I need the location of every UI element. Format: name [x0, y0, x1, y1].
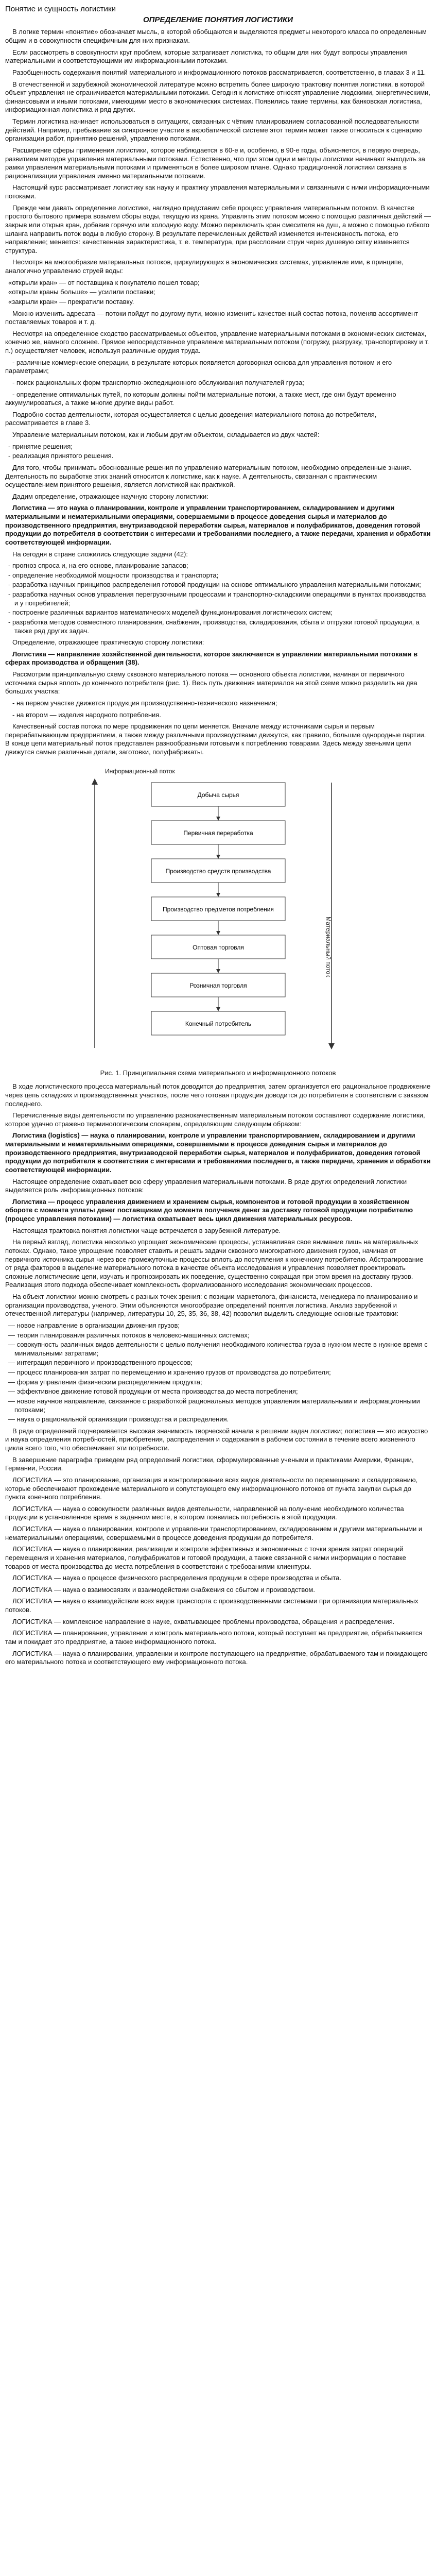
flow-diagram-svg	[74, 762, 362, 1066]
definition-paragraph: ЛОГИСТИКА — это планирование, организация и контролирование всех видов деятельности по перемещению и складированию, которые обеспечивают прохождение материального и сопутствующего ему информационного потоков от пункта закупки сырья до пункта конечного потребления.	[5, 1476, 418, 1501]
list-item: - прогноз спроса и, на его основе, планирование запасов;	[8, 562, 188, 570]
flow-node	[151, 783, 285, 806]
paragraph: На сегодня в стране сложились следующие задачи (42):	[12, 550, 188, 558]
paragraph: - поиск рациональных форм транспортно-экспедиционного обслуживания получателей груза;	[12, 378, 304, 386]
definition-paragraph: ЛОГИСТИКА — комплексное направление в науке, охватывающее проблемы производства, обращения и распределения.	[12, 1617, 395, 1625]
svg-text:Добыча сырья: Добыча сырья	[197, 791, 239, 799]
paragraph: В ходе логистического процесса материальный поток доводится до предприятия, затем организуется его рациональное продвижение через цепь складских и производственных участков, после чего готовая продукция доводится до потребителя в соответствии с заказом последнего.	[5, 1082, 431, 1108]
flow-node	[151, 859, 285, 883]
figure-caption: Рис. 1. Принципиальная схема материального и информационного потоков	[100, 1069, 336, 1077]
paragraph: Можно изменить адресата — потоки пойдут по другому пути, можно изменить качественный состав потока, поменяв ассортимент поставляемых товаров и т. д.	[5, 309, 418, 326]
list-item: — форма управления физическим распределением продукта;	[8, 1378, 202, 1386]
paragraph: В логике термин «понятие» обозначает мысль, в которой обобщаются и выделяются предметы некоторого класса по определенным общим и в совокупности специфичным для них признакам.	[5, 28, 427, 44]
list-item: — новое направление в организации движения грузов;	[8, 1321, 180, 1329]
paragraph: Несмотря на многообразие материальных потоков, циркулирующих в экономических системах, управление ими, в принципе, аналогично управлению струей воды:	[5, 258, 404, 275]
flow-node	[151, 1011, 285, 1035]
definition-paragraph: Логистика — это наука о планировании, контроле и управлении транспортированием, складированием и другими материальными и нематериальными операциями, совершаемыми в процессе доведения сырья и материалов до производственного предприятия, внутризаводской переработки сырья, материалов и полуфабрикатов, доведения готовой продукции до потребителя в соответствии с интересами и требованиями последнего, а также передачи, хранения и обработки соответствующей информации.	[5, 504, 431, 546]
list-item: — теория планирования различных потоков в человеко-машинных системах;	[8, 1331, 250, 1339]
paragraph: На объект логистики можно смотреть с разных точек зрения: с позиции маркетолога, финансиста, менеджера по планированию и организации производства, ученого. Этим объясняются многообразие определений понятия логистика. Анализ зарубежной и отечественной литературы (например, литературы 10, 25, 35, 36, 38, 42) позволил выделить следующие основные трактовки:	[5, 1293, 418, 1318]
list-item: — совокупность различных видов деятельности с целью получения необходимого количества груза в нужном месте в нужное время с минимальными затратами;	[8, 1341, 428, 1357]
paragraph: - на втором — изделия народного потребления.	[12, 710, 161, 719]
paragraph: В ряде определений подчеркивается высокая значимость творческой начала в решении задач логистики; логистика — это искусство и наука определения потребностей, приобретения, распределения и содержания в рабочем состоянии в течение всего жизненного цикла всего того, что обеспечивает эти потребности.	[5, 1427, 428, 1452]
list-item: - построение различных вариантов математических моделей функционирования логистических систем;	[8, 608, 333, 617]
list	[5, 279, 431, 307]
list-item: «открыли краны больше» — усилили поставки;	[8, 288, 155, 296]
list-item: — новое научное направление, связанное с разработкой рациональных методов управления материальными и информационными потоками;	[8, 1397, 420, 1414]
flow-diagram	[74, 762, 362, 1066]
page-title: ОПРЕДЕЛЕНИЕ ПОНЯТИЯ ЛОГИСТИКИ	[143, 15, 293, 25]
paragraph: Подробно состав деятельности, которая осуществляется с целью доведения материального потока до потребителя, рассматривается в главе 3.	[5, 410, 377, 427]
svg-text:Производство предметов потребл: Производство предметов потребления	[162, 905, 274, 913]
list-item: - разработка научных принципов распределения готовой продукции на основе оптимального управления материальными потоками;	[8, 581, 421, 589]
list-item: - принятие решения;	[8, 442, 73, 450]
flow-node	[151, 897, 285, 921]
paragraph: Разобщенность содержания понятий материального и информационного потоков рассматривается, соответственно, в главах 3 и 11.	[12, 68, 426, 76]
paragraph: Расширение сферы применения логистики, которое наблюдается в 60-е и, особенно, в 90-е годы, объясняется, в первую очередь, развитием методов управления материальными потоками. Естественно, что при этом одни и методы логистики начинают выходить за рамки управления материальными потоками и применяться в более широком плане. Однако традиционной логистики связана в рационализации управления именно материальными потоками.	[5, 146, 425, 180]
flow-node	[151, 935, 285, 959]
paragraph: Дадим определение, отражающее научную сторону логистики:	[12, 492, 208, 500]
definition-paragraph: Логистика — направление хозяйственной деятельности, которое заключается в управлении материальными потоками в сферах производства и обращения (38).	[5, 650, 418, 667]
list-item: - разработка научных основ управления перегрузочными процессами и транспортно-складскими операциями в пунктах производства и у потребителей;	[8, 590, 426, 607]
paragraph: Термин логистика начинает использоваться в ситуациях, связанных с чётким планированием согласованной последовательности действий. Например, пребывание за синхронное участие в акробатической системе этот термин может также относиться к сценарию организации работ, принятию решений, управлению потоками.	[5, 117, 422, 143]
paragraph: - на первом участке движется продукция производственно-технического назначения;	[12, 699, 277, 707]
definition-paragraph: ЛОГИСТИКА — наука о совокупности различных видов деятельности, направленной на получение необходимого количества продукции в установленное время в заданном месте, в котором появилась потребность в этой продукции.	[5, 1504, 404, 1521]
svg-text:Оптовая торговля: Оптовая торговля	[192, 943, 244, 951]
svg-text:Розничная торговля: Розничная торговля	[189, 981, 247, 989]
paragraph: Если рассмотреть в совокупности круг проблем, которые затрагивает логистика, то общим для них будут вопросы управления материальными и соответствующими им информационными потоками.	[5, 48, 407, 65]
list-item: «открыли кран» — от поставщика к покупателю пошел товар;	[8, 278, 200, 286]
paragraph: Определение, отражающее практическую сторону логистики:	[12, 638, 204, 647]
paragraph: В отечественной и зарубежной экономической литературе можно встретить более широкую трактовку понятия логистики, в которой объект управления не ограничивается материальными потоками. Сегодня к логистике относят управление людскими, энергетическими, финансовыми и иными потоками, имеющими место в экономических системах. Появились такие термины, как банковская логистика, информационная логистика и ряд других.	[5, 80, 430, 114]
paragraph: Для того, чтобы принимать обоснованные решения по управлению материальным потоком, необходимо определенные знания. Деятельность по выработке этих знаний относится к логистике, как к науке. А деятельность, связанная с практическим осуществлением принятого решения, является логистикой как практикой.	[5, 463, 412, 489]
definition-paragraph: ЛОГИСТИКА — планирование, управление и контроль материального потока, который поступает на предприятие, обрабатывается там и покидает это предприятие, а также информационного потока.	[5, 1629, 423, 1646]
flow-node	[151, 973, 285, 997]
list-item: - разработка методов совместного планирования, снабжения, производства, складирования, сбыта и отгрузки готовой продукции, а также ряд других задач.	[8, 618, 420, 635]
definition-paragraph: Логистика (logistics) — наука о планировании, контроле и управлении транспортированием, складированием и другими материальными и нематериальными операциями, совершаемыми в процессе доведения сырья и материалов до производственного предприятия, внутризаводской переработки сырья, материалов и полуфабрикатов, доведения готовой продукции до потребителя в соответствии с интересами и требованиями последнего, а также передачи, хранения и обработки соответствующей информации.	[5, 1131, 431, 1174]
definition-paragraph: ЛОГИСТИКА — наука о взаимосвязях и взаимодействии снабжения со сбытом и производством.	[12, 1585, 315, 1594]
list	[5, 443, 431, 461]
svg-text:Конечный потребитель: Конечный потребитель	[185, 1020, 251, 1027]
paragraph: В завершение параграфа приведем ряд определений логистики, сформулированные учеными и практиками Америки, Франции, Германии, России.	[5, 1455, 414, 1472]
definition-paragraph: Логистика — процесс управления движением и хранением сырья, компонентов и готовой продукции в хозяйственном обороте с момента уплаты денег поставщикам до момента получения денег за доставку готовой продукции потребителю (процесс управления потоками) — логистика охватывает весь цикл движения материальных ресурсов.	[5, 1197, 413, 1223]
paragraph: Качественный состав потока по мере продвижения по цепи меняется. Вначале между источниками сырья и первым перерабатывающим предприятием, а также между различными производствами движутся, как правило, большие однородные партии. В конце цепи материальный поток представлен разнообразными готовыми к потреблению товарами. Здесь между звеньями цепи движутся самые различные детали, заготовки, полуфабрикаты.	[5, 722, 426, 756]
paragraph: Управление материальным потоком, как и любым другим объектом, складывается из двух частей:	[12, 431, 320, 438]
definition-paragraph: ЛОГИСТИКА — наука о процессе физического распределения продукции в сфере производства и сбыта.	[12, 1574, 341, 1582]
paragraph: - определение оптимальных путей, по которым должны пойти материальные потоки, а также мест, где они будут временно аккумулироваться, а также многие другие виды работ.	[5, 390, 396, 407]
definition-paragraph: ЛОГИСТИКА — наука о планировании, управлении и контроле поступающего на предприятие, обрабатываемого там и покидающего его материального потока и соответствующего ему информационного потока.	[5, 1649, 428, 1666]
paragraph: Настоящий курс рассматривает логистику как науку и практику управления материальными и связанными с ними информационными потоками.	[5, 183, 430, 200]
paragraph: Прежде чем давать определение логистике, наглядно представим себе процесс управления материальным потоком. В качестве простого бытового примера возьмем сборы воды, текущую из крана. Управлять этим потоком можно с помощью различных действий — закрыв или открыв кран, добавив горячую или холодную воду. Можно переключить кран смесителя на душ, а можно с помощью гибкого шланга направить поток воды в любую сторону. В результате перечисленных действий изменяется интенсивность потока, его направление; меняется: качественная характеристика, т. е. температура, при расслоении струи через душевую сетку изменяется структура.	[5, 204, 431, 255]
topic-heading: Понятие и сущность логистики	[5, 5, 116, 13]
svg-text:Первичная переработка: Первичная переработка	[183, 829, 253, 837]
list	[5, 1321, 431, 1424]
material-flow-label: Материальный поток	[324, 916, 332, 977]
definition-paragraph: ЛОГИСТИКА — наука о планировании, контроле и управлении транспортированием, складированием и другими материальными и нематериальными операциями, совершаемыми в процессе доведения продукции до потребителя.	[5, 1525, 423, 1541]
list-item: — процесс планирования затрат по перемещению и хранению грузов от производства до потребителя;	[8, 1368, 331, 1376]
paragraph: Перечисленные виды деятельности по управлению разнокачественным материальным потоком составляют содержание логистики, которое удачно отражено терминологическим словарем, определяющим следующим образом:	[5, 1111, 425, 1128]
flow-node	[151, 821, 285, 844]
list-item: — эффективное движение готовой продукции от места производства до места потребления;	[8, 1387, 298, 1396]
list-item: - определение необходимой мощности производства и транспорта;	[8, 571, 219, 579]
paragraph: Настоящее определение охватывает всю сферу управления материальными потоками. В ряде других определений логистики выделяется роль информационных потоков:	[5, 1177, 407, 1194]
paragraph: Настоящая трактовка понятия логистики чаще встречается в зарубежной литературе.	[12, 1226, 281, 1234]
paragraph: Несмотря на определенное сходство рассматриваемых объектов, управление материальными потоками в экономических системах, конечно же, намного сложнее. Прямое непосредственное управление материальным потоком (погрузку, разгрузку, транспортировку и т. п.) осуществляет человек, используя различные орудия труда.	[5, 329, 429, 354]
list	[5, 562, 431, 635]
definition-paragraph: ЛОГИСТИКА — наука о планировании, реализации и контроле эффективных и экономичных с точки зрения затрат операций перемещения и хранения материалов, полуфабрикатов и готовой продукции, а также связанной с ними информации о поставке товаров от места производства до места потребления в соответствии с требованиями клиентуры.	[5, 1545, 406, 1570]
paragraph: Рассмотрим принципиальную схему сквозного материального потока — основного объекта логистики, начиная от первичного источника сырья вплоть до конечного потребителя (рис. 1). Весь путь движения материалов на этой схеме можно разделить на два больших участка:	[5, 670, 417, 696]
svg-text:Производство средств производс: Производство средств производства	[165, 867, 271, 875]
definition-paragraph: ЛОГИСТИКА — наука о взаимодействии всех видов транспорта с производственными системами при организации материальных потоков.	[5, 1597, 418, 1614]
list-item: — наука о рациональной организации производства и распределения.	[8, 1415, 229, 1423]
list-item: «закрыли кран» — прекратили поставку.	[8, 297, 134, 306]
list-item: — интеграция первичного и производственного процессов;	[8, 1359, 193, 1367]
paragraph: - различные коммерческие операции, в результате которых появляется договорная основа для управления потоком и его параметрами;	[5, 358, 392, 375]
paragraph: На первый взгляд, логистика несколько упрощает экономические процессы, устанавливая свое внимание лишь на материальных потоках. Однако, такое упрощение позволяет ставить и решать задачи сквозного многократного движения грузов, начиная от первичного источника сырья через все промежуточные процессы вплоть до поступления к конечному потребителю. Абстрагирование от ряда факторов в выделение материального потока в качестве объекта исследования и управления позволяет проектировать сложные логистические цепи, изучать и прогнозировать их поведение, существенно сокращая при этом время на доставку грузов. Реализация этого подхода обеспечивает комплексность формализованного исследования экономических процессов.	[5, 1238, 424, 1289]
info-flow-label: Информационный поток	[104, 767, 175, 775]
list-item: - реализация принятого решения.	[8, 452, 114, 460]
